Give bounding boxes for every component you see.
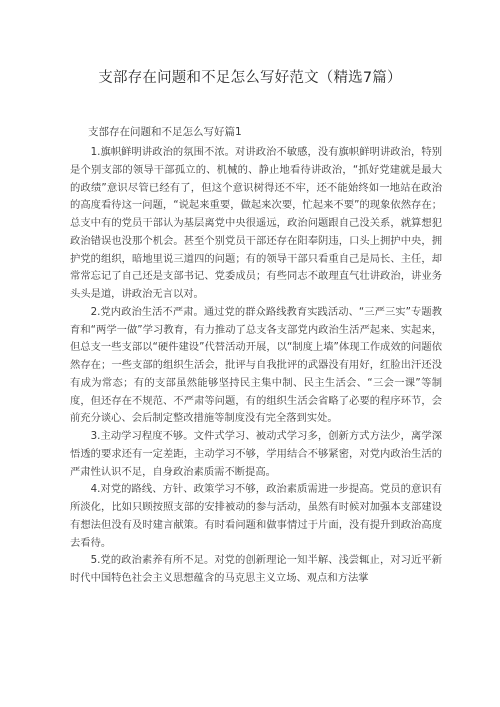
paragraph: 5.党的政治素养有所不足。对党的创新理论一知半解、浅尝辄止，对习近平新时代中国特色社会主义思想蕴含的马克思主义立场、观点和方法掌 — [70, 554, 442, 584]
document-body — [70, 144, 442, 588]
document-title: 支部存在问题和不足怎么写好范文（精选7篇） — [98, 70, 402, 86]
paragraph: 1.旗帜鲜明讲政治的氛围不浓。对讲政治不敏感，没有旗帜鲜明讲政治，特别是个别支部的领导干部孤立的、机械的、静止地看待讲政治，“抓好党建就是最大的政绩”意识尽管已经有了，但这个意识树得还不牢，还不能始终如一地站在政治的高度看待这一问题，“说起来重要，做起来次要，忙起来不要”的现象依然存在；总支中有的党员干部认为基层离党中央很遥远，政治问题跟自己没关系，就算想犯政治错误也没那个机会。甚至个别党员干部还存在阳奉阴违，口头上拥护中央，拥护党的组织，暗地里说三道四的问题；有的领导干部只看重自己是局长、主任，却常常忘记了自己还是支部书记、党委成员；有些同志不敢理直气壮讲政治，讲业务头头是道，讲政治无言以对。 — [70, 146, 442, 300]
paragraph: 2.党内政治生活不严肃。通过党的群众路线教育实践活动、“三严三实”专题教育和“两学一做”学习教育，有力推动了总支各支部党内政治生活严起来、实起来，但总支一些支部以“硬件建设”代替活动开展，以“制度上墙”体现工作成效的问题依然存在；一些支部的组织生活会，批评与自我批评的武器没有用好，红脸出汗还没有成为常态；有的支部虽然能够坚持民主集中制、民主生活会、“三会一课”等制度，但还存在不规范、不严肃等问题，有的组织生活会省略了必要的程序环节，会前充分谈心、会后制定整改措施等制度没有完全落到实处。 — [70, 305, 442, 425]
section-heading: 支部存在问题和不足怎么写好篇1 — [88, 126, 242, 138]
paragraph: 3.主动学习程度不够。文件式学习、被动式学习多，创新方式方法少，离学深悟透的要求还有一定差距，主动学习不够，学用结合不够紧密，对党内政治生活的严肃性认识不足，自身政治素质需不断提高。 — [70, 430, 442, 478]
paragraph: 4.对党的路线、方针、政策学习不够，政治素质需进一步提高。党员的意识有所淡化，比如只顾按照支部的安排被动的参与活动，虽然有时候对加强本支部建设有想法但没有及时建言献策。有时看问题和做事情过于片面，没有提升到政治高度去看待。 — [70, 483, 442, 549]
